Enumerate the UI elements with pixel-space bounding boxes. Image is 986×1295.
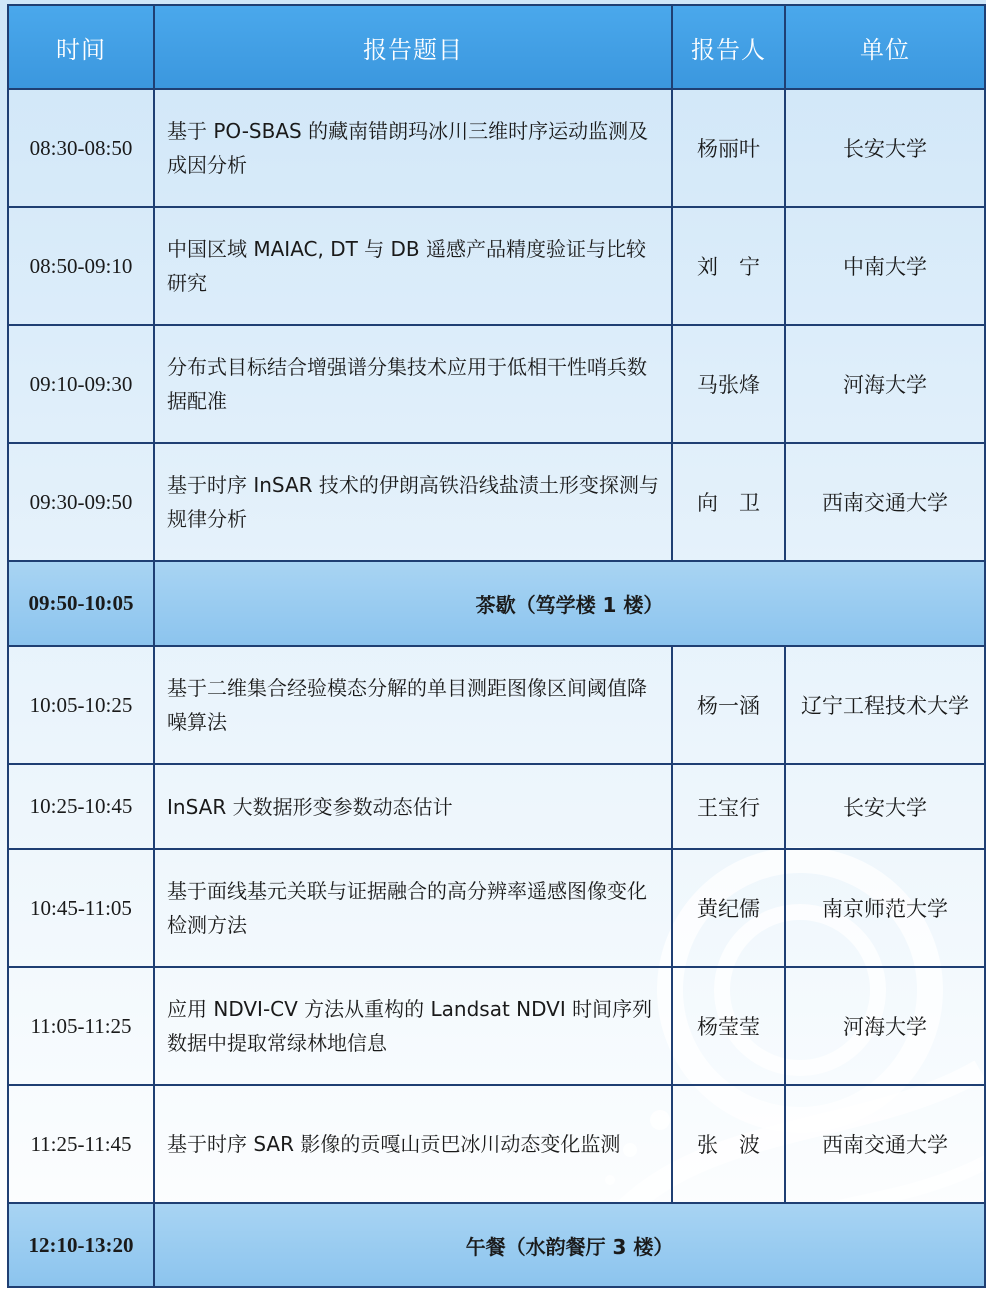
row-speaker: 张 波 [672,1085,785,1203]
row-unit: 西南交通大学 [785,443,985,561]
table-row [8,849,985,967]
row-speaker: 杨莹莹 [672,967,785,1085]
table-row [8,967,985,1085]
header-speaker: 报告人 [672,5,785,89]
table-row [8,646,985,764]
row-unit: 南京师范大学 [785,849,985,967]
row-topic: 基于 PO-SBAS 的藏南错朗玛冰川三维时序运动监测及成因分析 [154,89,672,207]
row-topic: 基于面线基元关联与证据融合的高分辨率遥感图像变化检测方法 [154,849,672,967]
row-speaker: 杨一涵 [672,646,785,764]
header-topic: 报告题目 [154,5,672,89]
break-label: 茶歇（笃学楼 1 楼） [154,561,985,646]
table-row [8,443,985,561]
row-time: 08:50-09:10 [8,207,154,325]
table-row [8,207,985,325]
row-unit: 河海大学 [785,967,985,1085]
row-time: 09:30-09:50 [8,443,154,561]
row-speaker: 王宝行 [672,764,785,849]
table-row [8,1085,985,1203]
header-time: 时间 [8,5,154,89]
row-speaker: 黄纪儒 [672,849,785,967]
row-time: 11:25-11:45 [8,1085,154,1203]
row-unit: 西南交通大学 [785,1085,985,1203]
table-row [8,325,985,443]
row-speaker: 刘 宁 [672,207,785,325]
break-row [8,561,985,646]
row-topic: 基于二维集合经验模态分解的单目测距图像区间阈值降噪算法 [154,646,672,764]
row-time: 08:30-08:50 [8,89,154,207]
break-time: 09:50-10:05 [8,561,154,646]
row-time: 10:05-10:25 [8,646,154,764]
row-speaker: 马张烽 [672,325,785,443]
header-unit: 单位 [785,5,985,89]
break-label: 午餐（水韵餐厅 3 楼） [154,1203,985,1287]
row-unit: 长安大学 [785,764,985,849]
row-time: 09:10-09:30 [8,325,154,443]
table-row [8,764,985,849]
row-topic: 基于时序 InSAR 技术的伊朗高铁沿线盐渍土形变探测与规律分析 [154,443,672,561]
row-time: 10:45-11:05 [8,849,154,967]
row-unit: 辽宁工程技术大学 [785,646,985,764]
break-time: 12:10-13:20 [8,1203,154,1287]
row-topic: 分布式目标结合增强谱分集技术应用于低相干性哨兵数据配准 [154,325,672,443]
row-unit: 河海大学 [785,325,985,443]
schedule-table [7,4,986,1288]
row-time: 11:05-11:25 [8,967,154,1085]
row-unit: 长安大学 [785,89,985,207]
table-row [8,89,985,207]
row-unit: 中南大学 [785,207,985,325]
row-topic: 中国区域 MAIAC, DT 与 DB 遥感产品精度验证与比较研究 [154,207,672,325]
break-row [8,1203,985,1287]
row-topic: 应用 NDVI-CV 方法从重构的 Landsat NDVI 时间序列数据中提取常绿林地信息 [154,967,672,1085]
row-topic: InSAR 大数据形变参数动态估计 [154,764,672,849]
table-header-row [8,5,985,89]
row-speaker: 杨丽叶 [672,89,785,207]
row-time: 10:25-10:45 [8,764,154,849]
row-topic: 基于时序 SAR 影像的贡嘎山贡巴冰川动态变化监测 [154,1085,672,1203]
row-speaker: 向 卫 [672,443,785,561]
